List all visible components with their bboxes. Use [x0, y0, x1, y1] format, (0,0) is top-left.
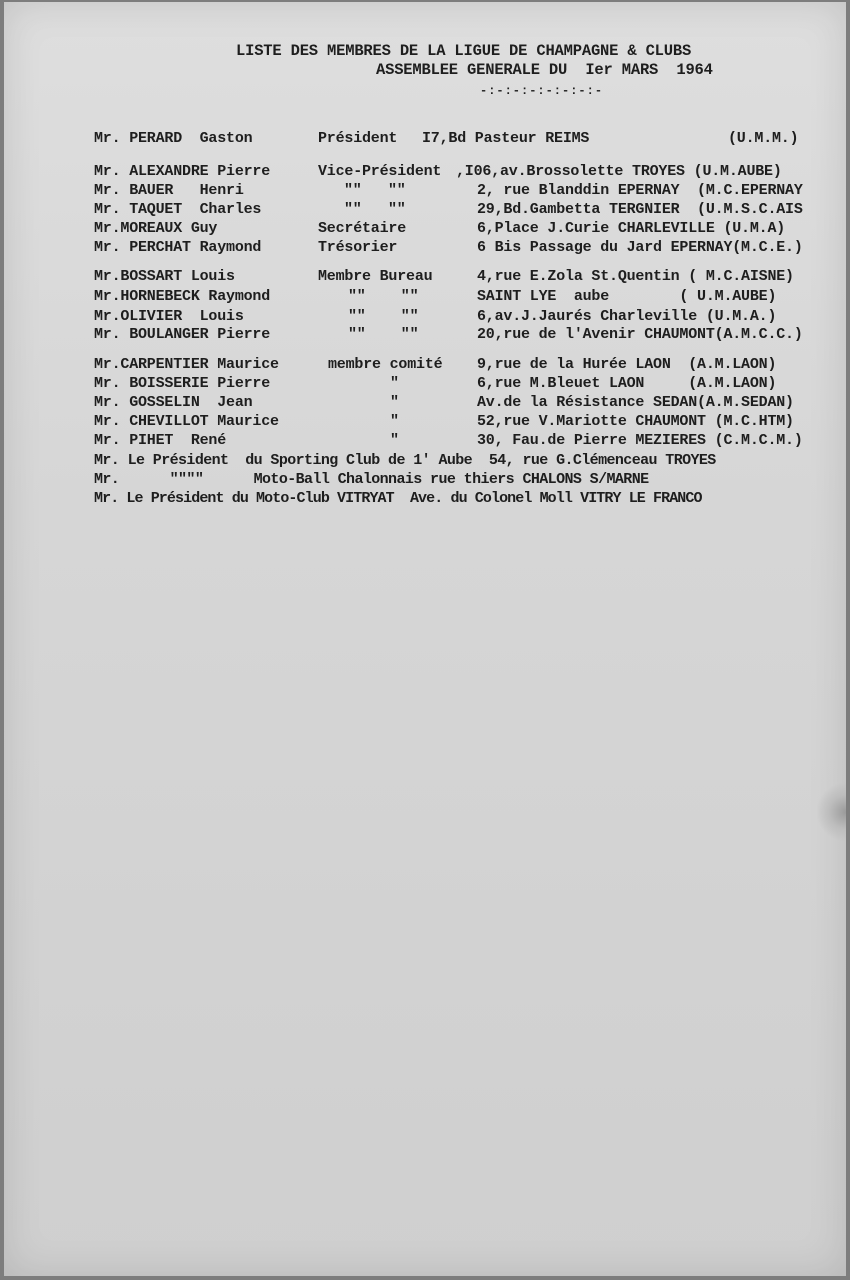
- member-address: 6,rue M.Bleuet LAON (A.M.LAON): [477, 375, 777, 392]
- member-name: Mr. PIHET René: [94, 432, 227, 449]
- member-name: Mr. BOISSERIE Pierre: [94, 375, 271, 392]
- member-name: Mr.BOSSART Louis: [94, 268, 235, 285]
- member-role: Trésorier: [318, 239, 398, 256]
- president-name: Mr. PERARD Gaston: [94, 130, 253, 147]
- member-name: Mr. CHEVILLOT Maurice: [94, 413, 279, 430]
- member-role: Membre Bureau: [318, 268, 433, 285]
- member-role: ": [390, 394, 399, 411]
- title-separator: -:-:-:-:-:-:-:-: [480, 84, 604, 98]
- member-role: ": [390, 432, 399, 449]
- member-name: Mr. PERCHAT Raymond: [94, 239, 262, 256]
- member-address: 29,Bd.Gambetta TERGNIER (U.M.S.C.AIS: [477, 201, 803, 218]
- member-role: "" "": [348, 288, 419, 305]
- president-role: Président: [318, 130, 398, 147]
- member-address: 2, rue Blanddin EPERNAY (M.C.EPERNAY: [477, 182, 803, 199]
- member-address: 6,av.J.Jaurés Charleville (U.M.A.): [477, 308, 777, 325]
- member-name: Mr.HORNEBECK Raymond: [94, 288, 271, 305]
- member-address: 20,rue de l'Avenir CHAUMONT(A.M.C.C.): [477, 326, 803, 343]
- member-address: SAINT LYE aube ( U.M.AUBE): [477, 288, 777, 305]
- member-address: 30, Fau.de Pierre MEZIERES (C.M.C.M.): [477, 432, 803, 449]
- member-name: Mr. GOSSELIN Jean: [94, 394, 253, 411]
- member-address: 9,rue de la Hurée LAON (A.M.LAON): [477, 356, 777, 373]
- president-address: I7,Bd Pasteur REIMS: [422, 130, 590, 147]
- member-role: Secrétaire: [318, 220, 407, 237]
- member-address: 6 Bis Passage du Jard EPERNAY(M.C.E.): [477, 239, 803, 256]
- member-name: Mr. ALEXANDRE Pierre: [94, 163, 271, 180]
- member-address: 6,Place J.Curie CHARLEVILLE (U.M.A): [477, 220, 786, 237]
- member-name: Mr. BOULANGER Pierre: [94, 326, 271, 343]
- club-line: Mr. """" Moto-Ball Chalonnais rue thiers CHALONS S/MARNE: [94, 471, 649, 488]
- member-role: "" "": [348, 308, 419, 325]
- member-role: ": [390, 413, 399, 430]
- member-name: Mr.OLIVIER Louis: [94, 308, 244, 325]
- member-name: Mr.CARPENTIER Maurice: [94, 356, 279, 373]
- paper-crease: [816, 782, 846, 842]
- club-line: Mr. Le Président du Sporting Club de 1' Aube 54, rue G.Clémenceau TROYES: [94, 452, 716, 469]
- member-address: 4,rue E.Zola St.Quentin ( M.C.AISNE): [477, 268, 794, 285]
- club-line: Mr. Le Président du Moto-Club VITRYAT Ave. du Colonel Moll VITRY LE FRANCO: [94, 490, 702, 507]
- member-role: membre comité: [328, 356, 443, 373]
- president-club: (U.M.M.): [728, 130, 799, 147]
- member-role: "" "": [344, 182, 406, 199]
- member-role: ": [390, 375, 399, 392]
- member-role: Vice-Président: [318, 163, 442, 180]
- member-name: Mr.MOREAUX Guy: [94, 220, 218, 237]
- member-name: Mr. TAQUET Charles: [94, 201, 262, 218]
- member-address: Av.de la Résistance SEDAN(A.M.SEDAN): [477, 394, 794, 411]
- title-line-2: ASSEMBLEE GENERALE DU Ier MARS 1964: [376, 61, 713, 79]
- document-page: [4, 2, 846, 1276]
- member-role: "" "": [348, 326, 419, 343]
- title-line-1: LISTE DES MEMBRES DE LA LIGUE DE CHAMPAGNE & CLUBS: [236, 42, 692, 60]
- member-name: Mr. BAUER Henri: [94, 182, 244, 199]
- member-role: "" "": [344, 201, 406, 218]
- member-address: 52,rue V.Mariotte CHAUMONT (M.C.HTM): [477, 413, 794, 430]
- member-address: ,I06,av.Brossolette TROYES (U.M.AUBE): [456, 163, 782, 180]
